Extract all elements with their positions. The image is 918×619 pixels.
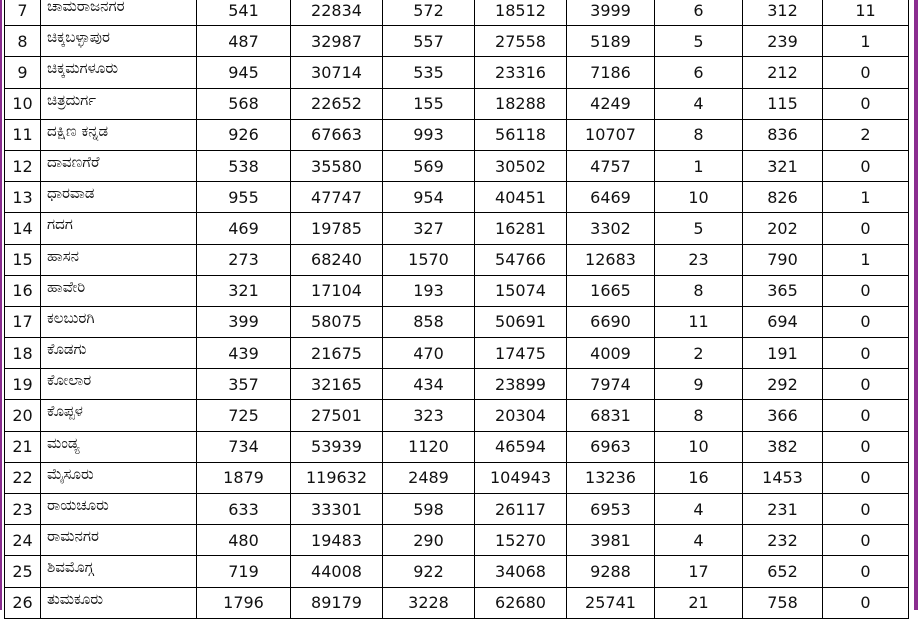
district-name: ಗದಗ: [41, 213, 197, 244]
district-name: ಕೊಡಗು: [41, 338, 197, 369]
cell-col-8: 11: [823, 0, 909, 26]
cell-col-5: 6831: [567, 400, 655, 431]
district-name: ಹಾಸನ: [41, 244, 197, 275]
district-name: ಕಲಬುರಗಿ: [41, 306, 197, 337]
cell-col-2: 27501: [291, 400, 383, 431]
cell-col-6: 5: [655, 26, 743, 57]
cell-col-3: 569: [383, 150, 475, 181]
cell-col-6: 16: [655, 462, 743, 493]
cell-col-2: 44008: [291, 556, 383, 587]
cell-col-2: 67663: [291, 119, 383, 150]
cell-col-5: 3302: [567, 213, 655, 244]
cell-col-5: 5189: [567, 26, 655, 57]
cell-col-4: 20304: [475, 400, 567, 431]
table-row: [5, 306, 909, 337]
cell-col-4: 23316: [475, 57, 567, 88]
cell-col-3: 572: [383, 0, 475, 26]
cell-col-3: 327: [383, 213, 475, 244]
serial-number: 15: [5, 244, 41, 275]
cell-col-6: 9: [655, 369, 743, 400]
cell-col-6: 11: [655, 306, 743, 337]
cell-col-1: 541: [197, 0, 291, 26]
cell-col-1: 945: [197, 57, 291, 88]
cell-col-8: 0: [823, 88, 909, 119]
cell-col-7: 790: [743, 244, 823, 275]
cell-col-7: 312: [743, 0, 823, 26]
cell-col-1: 273: [197, 244, 291, 275]
cell-col-5: 4249: [567, 88, 655, 119]
cell-col-2: 19785: [291, 213, 383, 244]
cell-col-7: 1453: [743, 462, 823, 493]
table-row: [5, 150, 909, 181]
cell-col-1: 487: [197, 26, 291, 57]
cell-col-1: 399: [197, 306, 291, 337]
cell-col-4: 15270: [475, 525, 567, 556]
cell-col-5: 9288: [567, 556, 655, 587]
district-name: ದಕ್ಷಿಣ ಕನ್ನಡ: [41, 119, 197, 150]
cell-col-4: 104943: [475, 462, 567, 493]
serial-number: 7: [5, 0, 41, 26]
district-name: ಕೊಪ್ಪಳ: [41, 400, 197, 431]
serial-number: 25: [5, 556, 41, 587]
serial-number: 12: [5, 150, 41, 181]
cell-col-1: 926: [197, 119, 291, 150]
cell-col-4: 17475: [475, 338, 567, 369]
cell-col-8: 0: [823, 369, 909, 400]
cell-col-4: 30502: [475, 150, 567, 181]
cell-col-1: 1796: [197, 587, 291, 618]
cell-col-2: 32987: [291, 26, 383, 57]
cell-col-6: 23: [655, 244, 743, 275]
cell-col-2: 30714: [291, 57, 383, 88]
cell-col-3: 993: [383, 119, 475, 150]
table-row: [5, 525, 909, 556]
cell-col-4: 34068: [475, 556, 567, 587]
cell-col-8: 0: [823, 462, 909, 493]
cell-col-2: 32165: [291, 369, 383, 400]
cell-col-8: 2: [823, 119, 909, 150]
table-row: [5, 26, 909, 57]
serial-number: 26: [5, 587, 41, 618]
district-name: ಮೈಸೂರು: [41, 462, 197, 493]
cell-col-2: 22834: [291, 0, 383, 26]
cell-col-6: 4: [655, 494, 743, 525]
cell-col-5: 6953: [567, 494, 655, 525]
cell-col-3: 290: [383, 525, 475, 556]
cell-col-4: 18288: [475, 88, 567, 119]
table-row: [5, 369, 909, 400]
cell-col-1: 538: [197, 150, 291, 181]
cell-col-4: 56118: [475, 119, 567, 150]
cell-col-5: 3999: [567, 0, 655, 26]
cell-col-7: 292: [743, 369, 823, 400]
cell-col-2: 53939: [291, 431, 383, 462]
table-row: [5, 57, 909, 88]
cell-col-3: 922: [383, 556, 475, 587]
cell-col-4: 23899: [475, 369, 567, 400]
cell-col-8: 0: [823, 525, 909, 556]
cell-col-8: 0: [823, 338, 909, 369]
cell-col-8: 0: [823, 275, 909, 306]
cell-col-3: 434: [383, 369, 475, 400]
cell-col-8: 0: [823, 306, 909, 337]
cell-col-1: 568: [197, 88, 291, 119]
district-name: ಕೋಲಾರ: [41, 369, 197, 400]
cell-col-3: 598: [383, 494, 475, 525]
cell-col-1: 734: [197, 431, 291, 462]
table-row: [5, 400, 909, 431]
district-name: ರಾಯಚೂರು: [41, 494, 197, 525]
cell-col-6: 2: [655, 338, 743, 369]
cell-col-3: 470: [383, 338, 475, 369]
cell-col-6: 17: [655, 556, 743, 587]
serial-number: 24: [5, 525, 41, 556]
cell-col-6: 8: [655, 119, 743, 150]
table-row: [5, 556, 909, 587]
cell-col-4: 40451: [475, 182, 567, 213]
cell-col-6: 4: [655, 525, 743, 556]
cell-col-1: 955: [197, 182, 291, 213]
cell-col-6: 8: [655, 400, 743, 431]
cell-col-4: 15074: [475, 275, 567, 306]
cell-col-7: 836: [743, 119, 823, 150]
cell-col-4: 50691: [475, 306, 567, 337]
cell-col-4: 27558: [475, 26, 567, 57]
district-statistics-table: [4, 0, 909, 619]
cell-col-4: 54766: [475, 244, 567, 275]
cell-col-6: 8: [655, 275, 743, 306]
cell-col-1: 480: [197, 525, 291, 556]
cell-col-1: 439: [197, 338, 291, 369]
cell-col-7: 239: [743, 26, 823, 57]
cell-col-7: 232: [743, 525, 823, 556]
district-name: ಚಿಕ್ಕಮಗಳೂರು: [41, 57, 197, 88]
cell-col-6: 10: [655, 431, 743, 462]
table-row: [5, 0, 909, 26]
cell-col-2: 68240: [291, 244, 383, 275]
cell-col-3: 2489: [383, 462, 475, 493]
table-row: [5, 88, 909, 119]
cell-col-1: 719: [197, 556, 291, 587]
table-row: [5, 119, 909, 150]
cell-col-2: 21675: [291, 338, 383, 369]
cell-col-4: 46594: [475, 431, 567, 462]
cell-col-1: 633: [197, 494, 291, 525]
cell-col-1: 725: [197, 400, 291, 431]
cell-col-8: 0: [823, 494, 909, 525]
cell-col-7: 366: [743, 400, 823, 431]
cell-col-5: 7186: [567, 57, 655, 88]
cell-col-4: 16281: [475, 213, 567, 244]
cell-col-6: 1: [655, 150, 743, 181]
serial-number: 11: [5, 119, 41, 150]
cell-col-2: 58075: [291, 306, 383, 337]
table-row: [5, 431, 909, 462]
cell-col-8: 0: [823, 57, 909, 88]
cell-col-6: 10: [655, 182, 743, 213]
district-name: ಚಾಮರಾಜನಗರ: [41, 0, 197, 26]
district-name: ಚಿಕ್ಕಬಳ್ಳಾಪುರ: [41, 26, 197, 57]
cell-col-5: 25741: [567, 587, 655, 618]
cell-col-3: 323: [383, 400, 475, 431]
serial-number: 23: [5, 494, 41, 525]
cell-col-7: 191: [743, 338, 823, 369]
cell-col-5: 12683: [567, 244, 655, 275]
cell-col-5: 6963: [567, 431, 655, 462]
cell-col-8: 1: [823, 26, 909, 57]
cell-col-2: 47747: [291, 182, 383, 213]
serial-number: 22: [5, 462, 41, 493]
serial-number: 13: [5, 182, 41, 213]
cell-col-2: 22652: [291, 88, 383, 119]
cell-col-2: 119632: [291, 462, 383, 493]
cell-col-7: 826: [743, 182, 823, 213]
cell-col-2: 33301: [291, 494, 383, 525]
cell-col-1: 357: [197, 369, 291, 400]
cell-col-1: 1879: [197, 462, 291, 493]
cell-col-3: 535: [383, 57, 475, 88]
cell-col-1: 321: [197, 275, 291, 306]
cell-col-2: 89179: [291, 587, 383, 618]
table-row: [5, 275, 909, 306]
district-name: ದಾವಣಗೆರೆ: [41, 150, 197, 181]
cell-col-8: 0: [823, 400, 909, 431]
cell-col-7: 115: [743, 88, 823, 119]
cell-col-2: 19483: [291, 525, 383, 556]
serial-number: 14: [5, 213, 41, 244]
cell-col-8: 0: [823, 213, 909, 244]
table-row: [5, 182, 909, 213]
cell-col-7: 652: [743, 556, 823, 587]
cell-col-5: 13236: [567, 462, 655, 493]
cell-col-3: 155: [383, 88, 475, 119]
table-row: [5, 587, 909, 618]
table-row: [5, 494, 909, 525]
cell-col-4: 18512: [475, 0, 567, 26]
cell-col-7: 382: [743, 431, 823, 462]
cell-col-8: 0: [823, 431, 909, 462]
serial-number: 17: [5, 306, 41, 337]
cell-col-8: 1: [823, 244, 909, 275]
cell-col-5: 6690: [567, 306, 655, 337]
cell-col-7: 202: [743, 213, 823, 244]
table-row: [5, 213, 909, 244]
serial-number: 21: [5, 431, 41, 462]
cell-col-5: 6469: [567, 182, 655, 213]
cell-col-3: 1120: [383, 431, 475, 462]
cell-col-3: 3228: [383, 587, 475, 618]
cell-col-7: 231: [743, 494, 823, 525]
cell-col-6: 4: [655, 88, 743, 119]
cell-col-2: 17104: [291, 275, 383, 306]
district-name: ಧಾರವಾಡ: [41, 182, 197, 213]
cell-col-3: 858: [383, 306, 475, 337]
district-name: ಶಿವಮೊಗ್ಗ: [41, 556, 197, 587]
serial-number: 19: [5, 369, 41, 400]
serial-number: 10: [5, 88, 41, 119]
cell-col-3: 193: [383, 275, 475, 306]
serial-number: 16: [5, 275, 41, 306]
cell-col-3: 557: [383, 26, 475, 57]
district-name: ಚಿತ್ರದುರ್ಗ: [41, 88, 197, 119]
cell-col-8: 0: [823, 556, 909, 587]
cell-col-7: 212: [743, 57, 823, 88]
cell-col-1: 469: [197, 213, 291, 244]
cell-col-5: 7974: [567, 369, 655, 400]
cell-col-8: 1: [823, 182, 909, 213]
cell-col-5: 3981: [567, 525, 655, 556]
cell-col-5: 10707: [567, 119, 655, 150]
cell-col-7: 758: [743, 587, 823, 618]
serial-number: 8: [5, 26, 41, 57]
cell-col-6: 5: [655, 213, 743, 244]
table-body: [5, 0, 909, 618]
cell-col-3: 1570: [383, 244, 475, 275]
cell-col-4: 62680: [475, 587, 567, 618]
cell-col-8: 0: [823, 150, 909, 181]
cell-col-4: 26117: [475, 494, 567, 525]
cell-col-6: 6: [655, 57, 743, 88]
cell-col-5: 1665: [567, 275, 655, 306]
cell-col-8: 0: [823, 587, 909, 618]
table-row: [5, 338, 909, 369]
cell-col-7: 321: [743, 150, 823, 181]
serial-number: 18: [5, 338, 41, 369]
serial-number: 9: [5, 57, 41, 88]
cell-col-2: 35580: [291, 150, 383, 181]
district-name: ಮಂಡ್ಯ: [41, 431, 197, 462]
cell-col-7: 694: [743, 306, 823, 337]
table-row: [5, 462, 909, 493]
district-name: ರಾಮನಗರ: [41, 525, 197, 556]
table-row: [5, 244, 909, 275]
cell-col-3: 954: [383, 182, 475, 213]
district-name: ತುಮಕೂರು: [41, 587, 197, 618]
cell-col-5: 4757: [567, 150, 655, 181]
cell-col-5: 4009: [567, 338, 655, 369]
cell-col-7: 365: [743, 275, 823, 306]
district-name: ಹಾವೇರಿ: [41, 275, 197, 306]
cell-col-6: 21: [655, 587, 743, 618]
cell-col-6: 6: [655, 0, 743, 26]
serial-number: 20: [5, 400, 41, 431]
